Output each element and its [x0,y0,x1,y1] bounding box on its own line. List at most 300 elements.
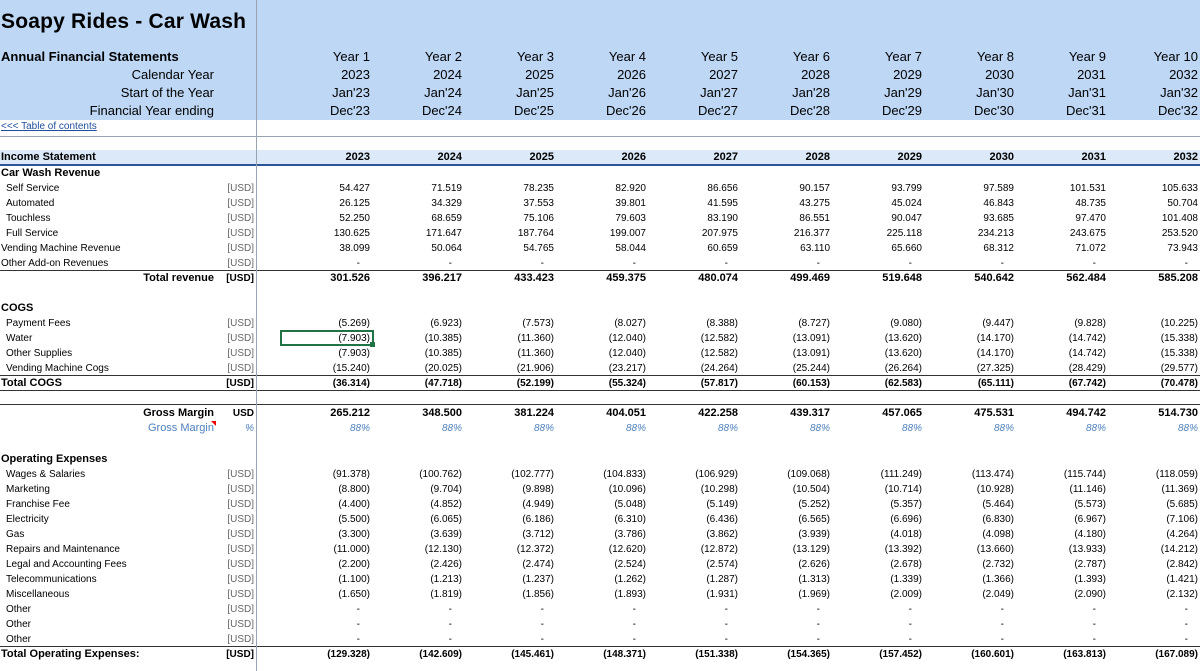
value-cell[interactable]: 79.603 [615,213,646,224]
value-cell[interactable]: 97.589 [983,183,1014,194]
value-cell[interactable]: (8.388) [706,318,738,329]
value-cell[interactable]: 68.659 [431,213,462,224]
value-cell[interactable]: 48.735 [1075,198,1106,209]
row-label[interactable]: Operating Expenses [1,453,108,465]
header-years-row-cell[interactable]: Year 6 [792,49,830,64]
value-cell[interactable]: (1.213) [430,574,462,585]
value-cell[interactable]: - [908,258,912,269]
row-label[interactable]: Other [6,634,32,645]
value-cell[interactable]: (154.365) [787,649,830,660]
header-row-1-cell[interactable]: 2030 [985,67,1014,82]
value-cell[interactable]: - [448,634,452,645]
header-row-1-cell[interactable]: 2031 [1077,67,1106,82]
value-cell[interactable]: (20.025) [424,363,462,374]
row-unit[interactable]: [USD] [226,649,254,660]
value-cell[interactable]: 562.484 [1066,272,1106,284]
value-cell[interactable]: 404.051 [606,407,646,419]
header-row-2-cell[interactable]: Jan'27 [700,85,738,100]
value-cell[interactable]: (6.565) [798,514,830,525]
row-unit[interactable]: % [245,423,254,434]
value-cell[interactable]: (118.059) [1155,469,1198,480]
value-cell[interactable]: (23.217) [608,363,646,374]
value-cell[interactable]: - [1092,619,1096,630]
value-cell[interactable]: (1.313) [798,574,830,585]
header-row-3-label[interactable]: Financial Year ending [89,103,214,118]
value-cell[interactable]: (5.149) [706,499,738,510]
value-cell[interactable]: (106.929) [695,469,738,480]
value-cell[interactable]: (1.100) [338,574,370,585]
header-row-1-cell[interactable]: 2026 [617,67,646,82]
value-cell[interactable]: - [448,604,452,615]
row-label[interactable]: Electricity [6,514,49,525]
header-row-3-cell[interactable]: Dec'30 [973,103,1014,118]
value-cell[interactable]: 475.531 [974,407,1014,419]
row-label[interactable]: Gas [6,529,25,540]
header-row-3-cell[interactable]: Dec'27 [697,103,738,118]
header-years-row-cell[interactable]: Year 2 [424,49,462,64]
value-cell[interactable]: 207.975 [701,228,738,239]
value-cell[interactable]: 348.500 [422,407,462,419]
row-label[interactable]: Water [6,333,33,344]
value-cell[interactable]: (3.862) [706,529,738,540]
value-cell[interactable]: (145.461) [511,649,554,660]
value-cell[interactable]: (1.856) [522,589,554,600]
value-cell[interactable]: 88% [349,423,370,434]
value-cell[interactable]: (13.620) [884,333,922,344]
value-cell[interactable]: (2.626) [798,559,830,570]
header-row-2-label[interactable]: Start of the Year [120,85,214,100]
row-label[interactable]: Other [6,619,32,630]
value-cell[interactable]: (2.524) [614,559,646,570]
value-cell[interactable]: (12.582) [700,348,738,359]
header-row-3-cell[interactable]: Dec'26 [605,103,646,118]
row-label[interactable]: Marketing [6,484,50,495]
row-unit[interactable]: [USD] [227,213,254,224]
value-cell[interactable]: 519.648 [882,272,922,284]
value-cell[interactable]: - [540,258,544,269]
value-cell[interactable]: (24.264) [700,363,738,374]
row-label[interactable]: Payment Fees [6,318,71,329]
value-cell[interactable]: (1.339) [890,574,922,585]
value-cell[interactable]: 540.642 [974,272,1014,284]
comment-indicator-icon[interactable] [211,421,216,426]
value-cell[interactable]: 2031 [1081,151,1106,163]
value-cell[interactable]: (52.199) [516,378,554,389]
value-cell[interactable]: 86.551 [799,213,830,224]
row-label[interactable]: Telecommunications [6,574,97,585]
value-cell[interactable]: 480.074 [698,272,738,284]
value-cell[interactable]: 58.044 [615,243,646,254]
header-row-2-cell[interactable]: Jan'31 [1068,85,1106,100]
value-cell[interactable]: (28.429) [1068,363,1106,374]
row-unit[interactable]: [USD] [227,574,254,585]
value-cell[interactable]: (2.678) [890,559,922,570]
value-cell[interactable]: 43.275 [799,198,830,209]
header-row-1-label[interactable]: Calendar Year [131,67,214,82]
value-cell[interactable]: 54.427 [339,183,370,194]
value-cell[interactable]: (12.582) [700,333,738,344]
table-of-contents-link[interactable]: <<< Table of contents [1,121,97,132]
value-cell[interactable]: - [356,258,360,269]
value-cell[interactable]: (15.338) [1160,333,1198,344]
value-cell[interactable]: (104.833) [603,469,646,480]
header-row-1-cell[interactable]: 2023 [341,67,370,82]
value-cell[interactable]: - [724,619,728,630]
value-cell[interactable]: 381.224 [514,407,554,419]
header-row-3-cell[interactable]: Dec'29 [881,103,922,118]
value-cell[interactable]: (10.504) [792,484,830,495]
header-row-3-cell[interactable]: Dec'23 [329,103,370,118]
header-row-1-cell[interactable]: 2028 [801,67,830,82]
value-cell[interactable]: - [1000,258,1004,269]
value-cell[interactable]: (6.310) [614,514,646,525]
value-cell[interactable]: 422.258 [698,407,738,419]
row-label[interactable]: Other [6,604,32,615]
row-label[interactable]: Other Add-on Revenues [1,258,109,269]
value-cell[interactable]: - [816,619,820,630]
value-cell[interactable]: 88% [809,423,830,434]
header-row-1-cell[interactable]: 2032 [1169,67,1198,82]
row-unit[interactable]: USD [232,408,254,419]
value-cell[interactable]: (10.385) [424,348,462,359]
row-label[interactable]: Vending Machine Cogs [6,363,109,374]
value-cell[interactable]: (57.817) [700,378,738,389]
value-cell[interactable]: (36.314) [332,378,370,389]
row-unit[interactable]: [USD] [227,318,254,329]
value-cell[interactable]: (11.360) [517,348,554,359]
header-row-2-cell[interactable]: Jan'29 [884,85,922,100]
value-cell[interactable]: 499.469 [790,272,830,284]
value-cell[interactable]: (5.464) [982,499,1014,510]
value-cell[interactable]: (29.577) [1160,363,1198,374]
value-cell[interactable]: (65.111) [977,378,1014,389]
value-cell[interactable]: - [1184,604,1188,615]
value-cell[interactable]: (3.300) [338,529,370,540]
value-cell[interactable]: (1.931) [706,589,738,600]
value-cell[interactable]: (4.018) [890,529,922,540]
value-cell[interactable]: (3.639) [430,529,462,540]
value-cell[interactable]: (25.244) [792,363,830,374]
value-cell[interactable]: (10.385) [424,333,462,344]
value-cell[interactable]: (13.660) [976,544,1014,555]
value-cell[interactable]: 105.633 [1161,183,1198,194]
row-label[interactable]: Total revenue [143,272,214,284]
value-cell[interactable]: 88% [717,423,738,434]
row-label[interactable]: Automated [6,198,55,209]
value-cell[interactable]: 88% [1085,423,1106,434]
header-row-2-cell[interactable]: Jan'32 [1160,85,1198,100]
header-years-row-cell[interactable]: Year 4 [608,49,646,64]
row-unit[interactable]: [USD] [227,634,254,645]
value-cell[interactable]: - [448,619,452,630]
header-years-row-cell[interactable]: Year 8 [976,49,1014,64]
value-cell[interactable]: (14.212) [1160,544,1198,555]
header-years-row-cell[interactable]: Year 5 [700,49,738,64]
value-cell[interactable]: (6.830) [982,514,1014,525]
header-years-row-cell[interactable]: Year 7 [884,49,922,64]
value-cell[interactable]: 86.656 [707,183,738,194]
row-unit[interactable]: [USD] [227,619,254,630]
value-cell[interactable]: (2.090) [1074,589,1106,600]
row-unit[interactable]: [USD] [227,363,254,374]
value-cell[interactable]: (13.933) [1068,544,1106,555]
value-cell[interactable]: 88% [993,423,1014,434]
value-cell[interactable]: - [356,619,360,630]
row-unit[interactable]: [USD] [227,243,254,254]
row-label[interactable]: Gross Margin [143,407,214,419]
header-row-3-cell[interactable]: Dec'31 [1065,103,1106,118]
value-cell[interactable]: (55.324) [608,378,646,389]
value-cell[interactable]: (9.080) [890,318,922,329]
header-row-1-cell[interactable]: 2025 [525,67,554,82]
value-cell[interactable]: (4.949) [522,499,554,510]
value-cell[interactable]: 101.408 [1161,213,1198,224]
value-cell[interactable]: (151.338) [695,649,738,660]
value-cell[interactable]: (2.426) [430,559,462,570]
value-cell[interactable]: - [908,604,912,615]
value-cell[interactable]: (21.906) [516,363,554,374]
value-cell[interactable]: 199.007 [609,228,646,239]
value-cell[interactable]: (115.744) [1063,469,1106,480]
value-cell[interactable]: (47.718) [424,378,462,389]
row-unit[interactable]: [USD] [227,589,254,600]
value-cell[interactable]: (4.852) [430,499,462,510]
value-cell[interactable]: (2.009) [890,589,922,600]
value-cell[interactable]: 88% [441,423,462,434]
value-cell[interactable]: (6.696) [890,514,922,525]
value-cell[interactable]: 459.375 [606,272,646,284]
value-cell[interactable]: 253.520 [1161,228,1198,239]
value-cell[interactable]: - [540,604,544,615]
value-cell[interactable]: - [1092,604,1096,615]
value-cell[interactable]: 88% [901,423,922,434]
value-cell[interactable]: (2.474) [522,559,554,570]
value-cell[interactable]: (8.800) [338,484,370,495]
value-cell[interactable]: (9.898) [522,484,554,495]
value-cell[interactable]: (8.727) [798,318,830,329]
value-cell[interactable]: (60.153) [792,378,830,389]
value-cell[interactable]: 52.250 [339,213,370,224]
header-row-2-cell[interactable]: Jan'26 [608,85,646,100]
row-label[interactable]: Income Statement [1,151,96,163]
value-cell[interactable]: (91.378) [332,469,370,480]
value-cell[interactable]: (167.089) [1155,649,1198,660]
fill-handle[interactable] [370,342,375,347]
row-label[interactable]: Wages & Salaries [6,469,86,480]
value-cell[interactable]: 46.843 [983,198,1014,209]
value-cell[interactable]: (70.478) [1160,378,1198,389]
value-cell[interactable]: - [448,258,452,269]
value-cell[interactable]: (6.923) [430,318,462,329]
value-cell[interactable]: (4.400) [338,499,370,510]
value-cell[interactable]: 26.125 [339,198,370,209]
header-years-row-label[interactable]: Annual Financial Statements [1,49,179,64]
value-cell[interactable]: (1.262) [614,574,646,585]
value-cell[interactable]: - [1000,634,1004,645]
value-cell[interactable]: 34.329 [431,198,462,209]
value-cell[interactable]: (1.650) [338,589,370,600]
value-cell[interactable]: (12.620) [608,544,646,555]
value-cell[interactable]: - [356,634,360,645]
value-cell[interactable]: (13.091) [792,348,830,359]
value-cell[interactable]: - [816,258,820,269]
value-cell[interactable]: (1.819) [430,589,462,600]
value-cell[interactable]: 71.519 [431,183,462,194]
value-cell[interactable]: (1.969) [798,589,830,600]
value-cell[interactable]: (1.366) [982,574,1014,585]
value-cell[interactable]: (148.371) [603,649,646,660]
value-cell[interactable]: (5.573) [1074,499,1106,510]
value-cell[interactable]: 439.317 [790,407,830,419]
header-row-1-cell[interactable]: 2024 [433,67,462,82]
row-unit[interactable]: [USD] [227,258,254,269]
header-row-3-cell[interactable]: Dec'24 [421,103,462,118]
value-cell[interactable]: (10.298) [700,484,738,495]
value-cell[interactable]: 2029 [897,151,922,163]
row-label[interactable]: Touchless [6,213,51,224]
value-cell[interactable]: (67.742) [1068,378,1106,389]
value-cell[interactable]: 2030 [989,151,1014,163]
row-label[interactable]: Car Wash Revenue [1,167,101,179]
value-cell[interactable]: (7.903) [338,333,370,344]
value-cell[interactable]: (2.842) [1166,559,1198,570]
value-cell[interactable]: 39.801 [615,198,646,209]
value-cell[interactable]: (11.360) [517,333,554,344]
value-cell[interactable]: 41.595 [707,198,738,209]
value-cell[interactable]: 63.110 [800,243,830,254]
value-cell[interactable]: (102.777) [511,469,554,480]
value-cell[interactable]: - [632,258,636,269]
value-cell[interactable]: (11.146) [1069,484,1106,495]
value-cell[interactable]: 50.064 [431,243,462,254]
value-cell[interactable]: (4.180) [1074,529,1106,540]
value-cell[interactable]: - [724,258,728,269]
row-unit[interactable]: [USD] [227,514,254,525]
header-row-2-cell[interactable]: Jan'23 [332,85,370,100]
row-unit[interactable]: [USD] [227,469,254,480]
value-cell[interactable]: 2027 [713,151,738,163]
value-cell[interactable]: - [1092,634,1096,645]
value-cell[interactable]: 243.675 [1069,228,1106,239]
value-cell[interactable]: (7.573) [522,318,554,329]
value-cell[interactable]: - [816,604,820,615]
value-cell[interactable]: (157.452) [879,649,922,660]
value-cell[interactable]: (9.704) [430,484,462,495]
value-cell[interactable]: 93.799 [891,183,922,194]
value-cell[interactable]: (14.170) [976,333,1014,344]
value-cell[interactable]: (1.237) [522,574,554,585]
value-cell[interactable]: 73.943 [1167,243,1198,254]
value-cell[interactable]: (4.264) [1166,529,1198,540]
value-cell[interactable]: (9.828) [1074,318,1106,329]
value-cell[interactable]: (14.742) [1068,348,1106,359]
header-row-2-cell[interactable]: Jan'28 [792,85,830,100]
value-cell[interactable]: (2.787) [1074,559,1106,570]
header-row-2-cell[interactable]: Jan'24 [424,85,462,100]
value-cell[interactable]: 396.217 [422,272,462,284]
value-cell[interactable]: (5.252) [798,499,830,510]
row-unit[interactable]: [USD] [227,604,254,615]
value-cell[interactable]: (1.287) [706,574,738,585]
header-row-2-cell[interactable]: Jan'30 [976,85,1014,100]
row-unit[interactable]: [USD] [227,484,254,495]
header-row-3-cell[interactable]: Dec'28 [789,103,830,118]
value-cell[interactable]: 130.625 [333,228,370,239]
value-cell[interactable]: (15.240) [332,363,370,374]
value-cell[interactable]: (6.436) [706,514,738,525]
value-cell[interactable]: - [632,619,636,630]
value-cell[interactable]: (6.967) [1074,514,1106,525]
value-cell[interactable]: 265.212 [330,407,370,419]
row-label[interactable]: Gross Margin [147,422,214,434]
row-unit[interactable]: [USD] [227,198,254,209]
value-cell[interactable]: 88% [533,423,554,434]
value-cell[interactable]: (111.249) [880,469,922,480]
row-unit[interactable]: [USD] [227,183,254,194]
value-cell[interactable]: - [632,634,636,645]
value-cell[interactable]: - [540,634,544,645]
row-label[interactable]: Total Operating Expenses: [1,648,140,660]
header-years-row-cell[interactable]: Year 10 [1153,49,1198,64]
value-cell[interactable]: 171.647 [425,228,462,239]
value-cell[interactable]: (3.712) [522,529,554,540]
row-label[interactable]: Repairs and Maintenance [6,544,120,555]
header-row-3-cell[interactable]: Dec'25 [513,103,554,118]
value-cell[interactable]: (3.786) [614,529,646,540]
value-cell[interactable]: (1.393) [1074,574,1106,585]
header-row-1-cell[interactable]: 2027 [709,67,738,82]
value-cell[interactable]: (5.269) [338,318,370,329]
header-years-row-cell[interactable]: Year 3 [516,49,554,64]
value-cell[interactable]: 2025 [529,151,554,163]
value-cell[interactable]: 75.106 [523,213,554,224]
value-cell[interactable]: (10.928) [976,484,1014,495]
value-cell[interactable]: 65.660 [891,243,922,254]
value-cell[interactable]: (163.813) [1063,649,1106,660]
value-cell[interactable]: (129.328) [327,649,370,660]
value-cell[interactable]: (7.903) [338,348,370,359]
selected-cell[interactable] [280,330,374,346]
row-label[interactable]: Total COGS [1,377,62,389]
value-cell[interactable]: (13.129) [792,544,830,555]
value-cell[interactable]: - [724,604,728,615]
value-cell[interactable]: (26.264) [884,363,922,374]
row-label[interactable]: COGS [1,302,34,314]
value-cell[interactable]: 38.099 [339,243,370,254]
value-cell[interactable]: 82.920 [615,183,646,194]
value-cell[interactable]: 234.213 [977,228,1014,239]
value-cell[interactable]: - [816,634,820,645]
row-label[interactable]: Franchise Fee [6,499,70,510]
value-cell[interactable]: (10.096) [608,484,646,495]
value-cell[interactable]: - [1000,604,1004,615]
value-cell[interactable]: 514.730 [1158,407,1198,419]
value-cell[interactable]: (6.065) [430,514,462,525]
value-cell[interactable]: 585.208 [1158,272,1198,284]
value-cell[interactable]: 68.312 [983,243,1014,254]
value-cell[interactable]: - [1092,258,1096,269]
value-cell[interactable]: - [632,604,636,615]
value-cell[interactable]: (12.872) [700,544,738,555]
value-cell[interactable]: - [1184,619,1188,630]
value-cell[interactable]: - [908,634,912,645]
value-cell[interactable]: (9.447) [982,318,1014,329]
value-cell[interactable]: (10.225) [1160,318,1198,329]
value-cell[interactable]: 88% [625,423,646,434]
row-unit[interactable]: [USD] [226,273,254,284]
value-cell[interactable]: 101.531 [1069,183,1106,194]
row-label[interactable]: Legal and Accounting Fees [6,559,127,570]
